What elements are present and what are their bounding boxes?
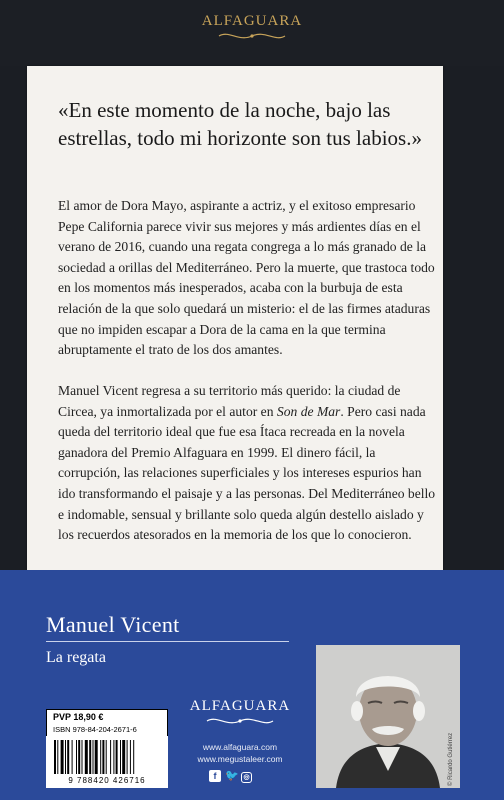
photo-credit: © Ricardo Gutiérrez	[448, 732, 454, 786]
publisher-name-bottom: ALFAGUARA	[189, 698, 291, 714]
synopsis-paragraph-2-end: . Pero casi nada queda del territorio ideal que fue esa Ítaca recreada en la novela ganadora del Premio Alfaguara en 1999. El dinero fácil, la corrupción, las relaciones superficiales y los intereses espurios han ido transformando el paisaje y a las personas. Del Mediterráneo bello e indomable, sensual y brillante solo queda algún destello aislado y los recuerdos atesorados en la memoria de los que lo conocieron.	[58, 403, 436, 543]
instagram-icon[interactable]: ◎	[241, 772, 252, 783]
price: PVP 18,90 €	[53, 712, 104, 722]
divider	[46, 641, 289, 642]
twitter-icon[interactable]: 🐦	[225, 770, 239, 782]
social-icons	[209, 766, 271, 780]
barcode-icon	[54, 740, 160, 776]
book-reference: Son de Mar	[276, 403, 341, 419]
publisher-logo-top	[0, 12, 504, 41]
flourish-icon	[217, 31, 287, 41]
author-name: Manuel Vicent	[46, 612, 180, 637]
synopsis-paragraph-1: El amor de Dora Mayo, aspirante a actriz, y el exitoso empresario Pepe California parece vivir sus mejores y más ardientes días en el verano de 2016, cuando una regata congrega a lo más granado de la sociedad a orillas del Mediterráneo. Pero la muerte, que trastoca todo en los momentos más inesperados, acaba con la burbuja de esta relación de la que solo quedará un misterio: el de las firmes ataduras que no impiden escapar a Dora de la cama en la que termina abruptamente el trato de los dos amantes.	[58, 198, 435, 358]
flourish-icon	[205, 716, 275, 726]
book-title: La regata	[46, 649, 106, 666]
publisher-name-top: ALFAGUARA	[201, 13, 303, 29]
synopsis-paragraph-2	[58, 381, 436, 578]
barcode-digits: 9 788420 426716	[68, 776, 146, 785]
synopsis-paragraph-2-start: Manuel Vicent regresa a su territorio más querido: la ciudad de Circea, ya inmortalizada por el autor en	[58, 383, 401, 419]
facebook-icon[interactable]: f	[209, 770, 221, 782]
publisher-logo-bottom	[170, 697, 310, 726]
barcode	[46, 736, 168, 788]
author-photo	[316, 645, 460, 788]
url-alfaguara[interactable]: www.alfaguara.com	[202, 742, 278, 752]
price-label	[46, 709, 168, 737]
url-megustaleer[interactable]: www.megustaleer.com	[197, 754, 283, 764]
pull-quote: «En este momento de la noche, bajo las estrellas, todo mi horizonte son tus labios.»	[58, 98, 422, 150]
author-portrait-icon	[316, 645, 460, 788]
isbn: ISBN 978-84-204-2671-6	[53, 725, 137, 734]
